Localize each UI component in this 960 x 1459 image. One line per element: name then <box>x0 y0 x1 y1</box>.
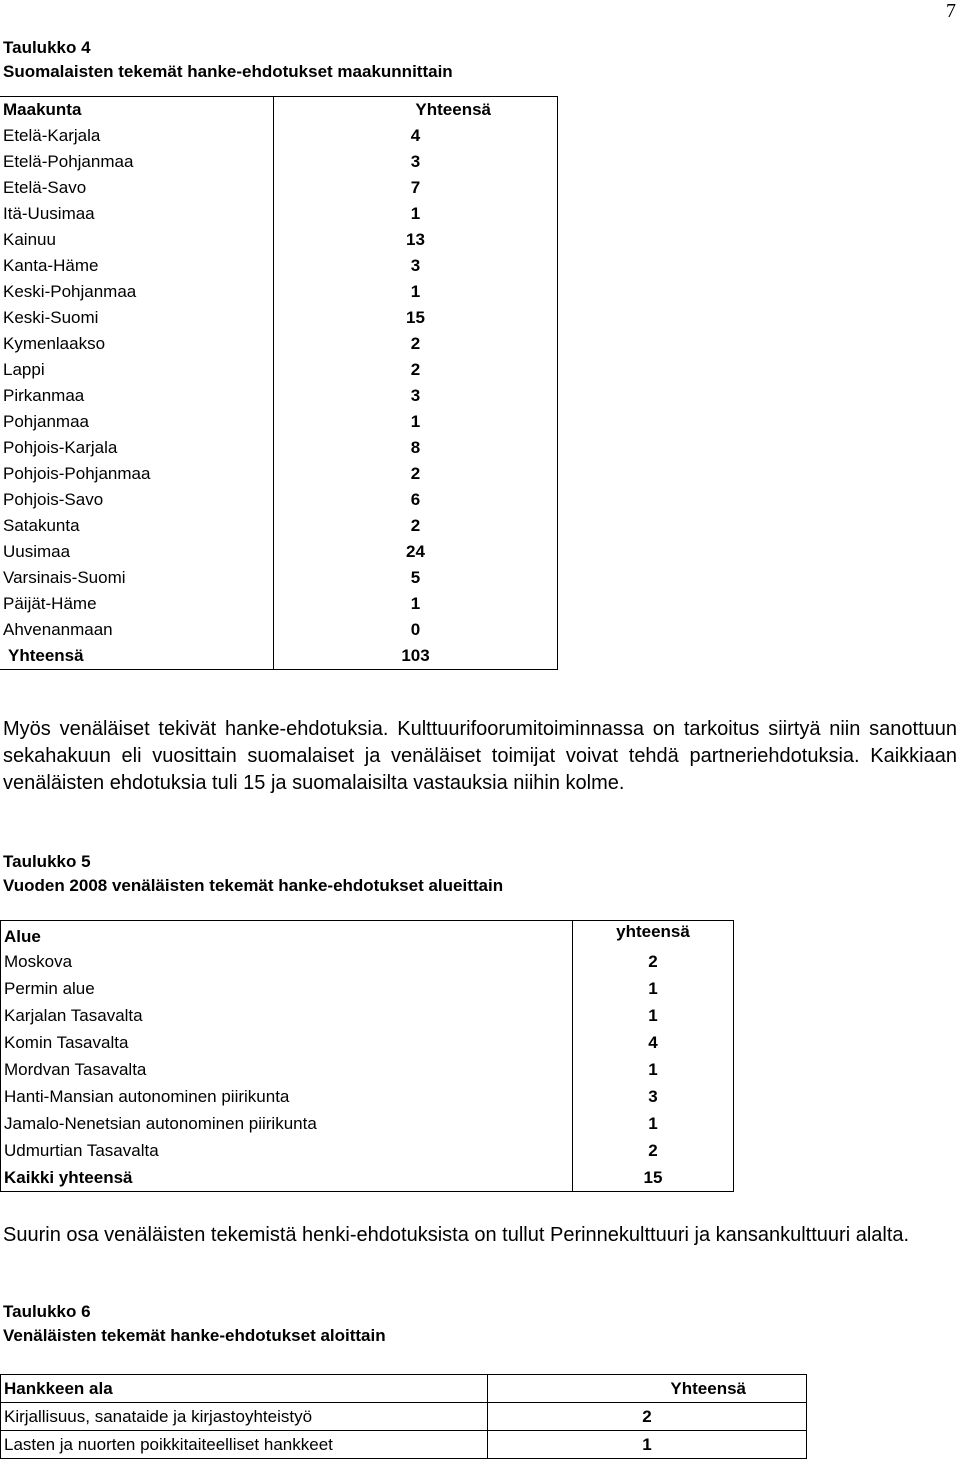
row-value: 3 <box>274 383 558 409</box>
row-value: 1 <box>274 591 558 617</box>
total-value: 103 <box>274 643 558 670</box>
row-label: Uusimaa <box>3 542 71 561</box>
table5 <box>0 920 734 1192</box>
table-row <box>0 461 558 487</box>
header-row <box>0 97 558 124</box>
row-value: 2 <box>274 357 558 383</box>
row-label: Etelä-Karjala <box>3 126 101 145</box>
row-value: 1 <box>573 1002 734 1029</box>
row-value: 1 <box>274 279 558 305</box>
table6-title: Venäläisten tekemät hanke-ehdotukset aloittain <box>3 1326 386 1345</box>
row-label: Kanta-Häme <box>3 256 99 275</box>
column-header-name: Hankkeen ala <box>1 1375 488 1403</box>
table-row <box>1 975 734 1002</box>
table-row <box>1 1083 734 1110</box>
row-label: Etelä-Savo <box>3 178 87 197</box>
table6 <box>0 1374 807 1459</box>
row-label: Pohjanmaa <box>3 412 90 431</box>
table6-label: Taulukko 6 <box>3 1302 91 1321</box>
row-value: 3 <box>274 149 558 175</box>
row-label: Kirjallisuus, sanataide ja kirjastoyhteistyö <box>1 1403 488 1431</box>
table5-label: Taulukko 5 <box>3 852 91 871</box>
total-label: Yhteensä <box>0 643 274 670</box>
row-label: Satakunta <box>3 516 80 535</box>
row-label: Moskova <box>4 951 73 971</box>
row-label: Etelä-Pohjanmaa <box>3 152 134 171</box>
table4-title: Suomalaisten tekemät hanke-ehdotukset maakunnittain <box>3 62 453 81</box>
table-row <box>0 123 558 149</box>
row-value: 2 <box>274 513 558 539</box>
row-value: 3 <box>573 1083 734 1110</box>
table-row <box>1 948 734 975</box>
row-label: Ahvenanmaan <box>3 620 113 639</box>
total-value: 15 <box>573 1164 734 1192</box>
row-label: Pohjois-Karjala <box>3 438 118 457</box>
row-label: Komin Tasavalta <box>4 1032 129 1052</box>
table-row <box>1 1056 734 1083</box>
table4-label: Taulukko 4 <box>3 38 91 57</box>
table-row <box>0 279 558 305</box>
row-value: 1 <box>573 1110 734 1137</box>
row-label: Jamalo-Nenetsian autonominen piirikunta <box>4 1113 317 1133</box>
table6-caption <box>3 1300 386 1348</box>
row-value: 2 <box>274 461 558 487</box>
table5-caption <box>3 850 503 898</box>
table-row <box>1 1403 807 1431</box>
row-value: 7 <box>274 175 558 201</box>
table4 <box>0 96 558 670</box>
table-row <box>1 1137 734 1164</box>
table4-caption <box>3 36 453 84</box>
table5-title: Vuoden 2008 venäläisten tekemät hanke-ehdotukset alueittain <box>3 876 504 895</box>
row-value: 1 <box>573 975 734 1002</box>
table-row <box>0 357 558 383</box>
row-label: Keski-Suomi <box>3 308 99 327</box>
row-value: 5 <box>274 565 558 591</box>
row-label: Kymenlaakso <box>3 334 106 353</box>
table-row <box>0 175 558 201</box>
total-row <box>0 643 558 670</box>
row-value: 1 <box>274 409 558 435</box>
row-label: Lasten ja nuorten poikkitaiteelliset hankkeet <box>1 1431 488 1459</box>
table-row <box>0 409 558 435</box>
row-value: 3 <box>274 253 558 279</box>
table-row <box>1 1029 734 1056</box>
row-label: Karjalan Tasavalta <box>4 1005 143 1025</box>
table-row <box>1 1110 734 1137</box>
table-row <box>0 487 558 513</box>
total-label: Kaikki yhteensä <box>4 1167 133 1187</box>
table-row <box>0 539 558 565</box>
table-row <box>0 617 558 643</box>
total-row <box>1 1164 734 1192</box>
table-row <box>0 305 558 331</box>
row-value: 2 <box>274 331 558 357</box>
row-label: Päijät-Häme <box>3 594 97 613</box>
table-row <box>1 1431 807 1459</box>
row-label: Keski-Pohjanmaa <box>3 282 137 301</box>
column-header-total: Yhteensä <box>274 97 558 124</box>
table-row <box>0 201 558 227</box>
table-row <box>0 435 558 461</box>
row-label: Pohjois-Pohjanmaa <box>3 464 151 483</box>
row-label: Hanti-Mansian autonominen piirikunta <box>4 1086 290 1106</box>
table-row <box>0 591 558 617</box>
column-header-total: Yhteensä <box>488 1375 807 1403</box>
row-label: Kainuu <box>3 230 56 249</box>
header-row <box>1 921 734 949</box>
row-value: 1 <box>274 201 558 227</box>
table-row <box>0 149 558 175</box>
row-value: 6 <box>274 487 558 513</box>
row-value: 2 <box>573 1137 734 1164</box>
row-label: Pirkanmaa <box>3 386 85 405</box>
row-value: 15 <box>274 305 558 331</box>
table-row <box>0 331 558 357</box>
row-label: Varsinais-Suomi <box>3 568 126 587</box>
row-value: 2 <box>488 1403 807 1431</box>
column-header-name: Alue <box>4 927 41 946</box>
row-label: Mordvan Tasavalta <box>4 1059 147 1079</box>
page-number: 7 <box>946 0 956 22</box>
row-label: Pohjois-Savo <box>3 490 104 509</box>
paragraph-russian-proposals: Myös venäläiset tekivät hanke-ehdotuksia. Kulttuurifoorumitoiminnassa on tarkoitus siirtyä niin sanottuun sekahakuun eli vuosittain suomalaiset ja venäläiset toimijat voivat tehdä partneriehdotuksia. Kaikkiaan venäläisten ehdotuksia tuli 15 ja suomalaisilta vastauksia niihin kolme. <box>3 718 957 794</box>
row-value: 4 <box>274 123 558 149</box>
row-label: Itä-Uusimaa <box>3 204 95 223</box>
row-label: Lappi <box>3 360 45 379</box>
row-label: Permin alue <box>4 978 95 998</box>
column-header-name: Maakunta <box>0 97 274 124</box>
row-label: Udmurtian Tasavalta <box>4 1140 159 1160</box>
table-row <box>0 383 558 409</box>
row-value: 1 <box>488 1431 807 1459</box>
table-row <box>0 227 558 253</box>
row-value: 4 <box>573 1029 734 1056</box>
table-row <box>0 513 558 539</box>
paragraph-most-proposals: Suurin osa venäläisten tekemistä henki-ehdotuksista on tullut Perinnekulttuuri ja kansankulttuuri alalta. <box>3 1224 910 1246</box>
table-row <box>1 1002 734 1029</box>
header-row <box>1 1375 807 1403</box>
row-value: 1 <box>573 1056 734 1083</box>
row-value: 0 <box>274 617 558 643</box>
table-row <box>0 253 558 279</box>
row-value: 2 <box>573 948 734 975</box>
row-value: 24 <box>274 539 558 565</box>
column-header-total: yhteensä <box>573 921 734 949</box>
row-value: 13 <box>274 227 558 253</box>
row-value: 8 <box>274 435 558 461</box>
table-row <box>0 565 558 591</box>
